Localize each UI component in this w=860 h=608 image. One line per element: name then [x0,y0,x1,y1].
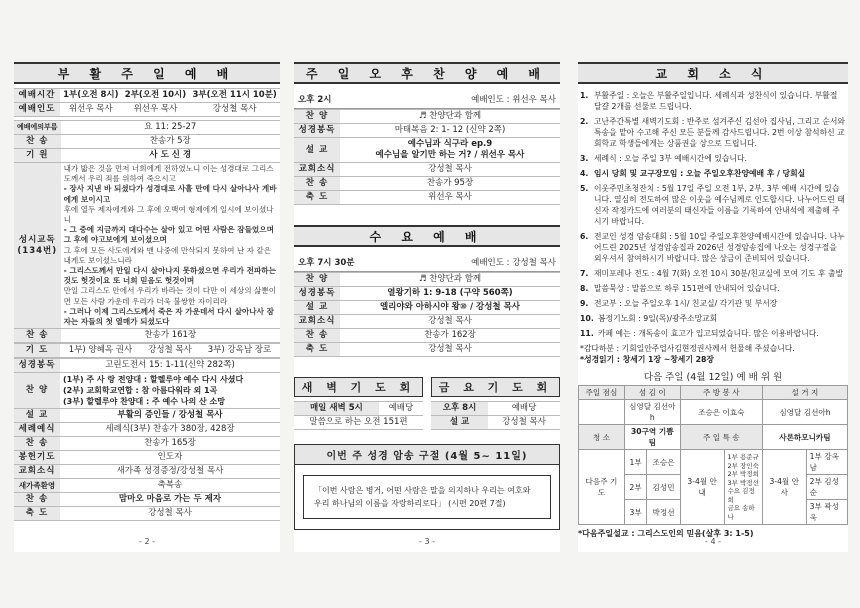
usher-part: 3부 [809,502,822,511]
bulletin-page-4 [578,62,848,552]
friday-prayer [431,377,560,430]
reading-line: - 그 중에 지금까지 대다수는 살아 있고 어떤 사람은 잠들었으며 그 후에 야고보에게 보이셨으며 [63,225,274,245]
usher-cell [806,500,847,525]
news-item [580,90,846,112]
page-number: - 3 - [419,537,435,546]
order-value: 인도자 [60,451,280,465]
duty-cell: 심영달 김선아h [624,400,680,425]
order-label: 축 도 [14,507,60,521]
duty-head: 섬 김 이 [624,386,680,400]
news-text: 재미포레나 전도 : 4월 7(화) 오전 10시 30분/친교실에 모여 기도 후 출발 [594,269,844,278]
leader-1: 위선우 목사 [60,103,122,117]
friday-title: 금 요 기 도 회 [431,377,560,397]
time-label: 예배시간 [14,89,60,103]
order-value: 마태복음 2: 1- 12 (신약 2쪽) [340,124,560,138]
wednesday-table [294,272,560,357]
news-num: 2. [580,117,589,126]
dawn-time: 매일 새벽 5시 [294,402,379,416]
reading-note: *성경읽기 : 창세기 1장 ~창세기 28장 [580,355,714,364]
dawn-note: 말씀으로 하는 오전 151편 [294,416,423,430]
order-value: 요 11: 25-27 [61,121,280,135]
afternoon-table [294,109,560,205]
duty-sub: 주 일 특 송 [680,425,762,450]
news-item [580,168,846,179]
guide-name: 1부 용준규 [727,453,759,461]
order-value: 새가족 성경증정/강성철 목사 [60,465,280,479]
choir-line: (3부) 할렐루야 찬양대 : 주 예수 나의 산 소망 [63,397,226,407]
order-label: 찬 송 [14,329,61,343]
reading-line: 후에 열두 제자에게와 그 후에 오백여 형제에게 일시에 보이셨나니 [63,204,274,225]
duty-head: 주일 점심 [579,386,625,400]
order-label: 설 교 [294,301,340,315]
verse-box [294,444,560,530]
guide-name: 수요 김정희 [727,487,755,504]
order-label: 찬 송 [294,329,340,343]
news-num: 1. [580,91,589,100]
sermon-label: 설 교 [14,409,60,423]
guide-name: 2부 장인숙 [727,461,759,470]
guide-label: 3-4월 안 내 [680,450,724,525]
duty-name: 조승은 [647,450,680,475]
reading-line: - 그러나 이제 그리스도께서 죽은 자 가운데서 다시 살아나사 잠자는 자들의 첫 열매가 되셨도다 [63,306,274,327]
news-num: 4. [580,169,589,178]
order-label: 찬 양 [294,110,340,124]
order-label: 새가족환영 [14,479,60,493]
order-value: 강성철 목사 [340,343,560,357]
prayer-meetings [294,377,560,430]
news-list [578,84,848,365]
prayer-1: 1부) 양혜옥 권사 [60,344,141,358]
news-text: 카페 예는 : 개독송이 효고가 입고되었습니다. 많은 이용바랍니다. [598,329,819,338]
sermon-title: 예수님을 알기만 하는 거? / 위선우 목사 [375,150,525,160]
duty-sub: 청 소 [579,425,625,450]
order-label: 성경봉독 [294,287,340,301]
order-label: 찬 양 [294,273,340,287]
duty-name: 박정선 [647,500,680,525]
dawn-place: 예배당 [379,402,423,416]
duty-cell: 심영달 김선아h [762,400,847,425]
news-item [580,328,846,339]
scripture: 고린도전서 15: 1-11(신약 282쪽) [60,359,280,373]
order-label: 교회소식 [294,163,340,177]
duty-name: 김성민 [647,475,680,500]
duty-part: 2부 [624,475,646,500]
news-num: 5. [580,184,589,193]
wednesday-time: 오후 7시 30분 [298,258,355,268]
leader-label: 예배인도 [14,103,60,117]
reading-line: 그 후에 모든 사도에게와 맨 나중에 만삭되지 못하여 난 자 같은 내게도 보이셨느니라 [63,245,272,265]
reading-line: - 그리스도께서 만일 다시 살아나지 못하셨으면 우리가 전파하는 것도 헛것이요 또 너희 믿음도 헛것이며 [63,266,276,286]
news-text: 세례식 : 오늘 주일 3부 예배시간에 있습니다. [594,154,747,163]
news-text: 전교부 : 오늘 주일오후 1시/ 친교실/ 각기관 및 부서장 [594,299,778,308]
scripture-label: 성경봉독 [14,359,60,373]
friday-time: 오후 8시 [431,402,488,416]
usher-cell [806,450,847,475]
guide-name: 3부 박정선 [727,478,759,487]
wednesday-header [294,253,560,272]
baptism: 세례식(3부) 찬송가 380장, 428장 [60,423,280,437]
usher-name: 김성순 [809,477,839,497]
choir-line: (2부) 교회학교연합 : 참 아름다워라 외 1곡 [63,386,218,396]
bulletin-page-2 [14,62,280,552]
responsive-reading [61,163,280,329]
order-label: 찬 송 [294,177,340,191]
dawn-title: 새 벽 기 도 회 [294,377,423,397]
guide-name: 금요 송하나 [727,504,755,521]
service-times-table [14,88,280,117]
news-text: 이웃주민초청잔치 : 5월 17일 주일 오전 1부, 2부, 3부 예배 시간에 있습니다. 열심히 전도하여 많은 이웃을 예수님께로 인도합시다. 나누어드린 태신자 작정카드에 여러분의 태신자들 이름을 기록하여 안내석에 제출해 주시기 바랍니다. [594,184,845,226]
usher-part: 1부 [809,452,822,461]
time-3: 3부(오전 11시 10분) [189,89,280,103]
guide-names [724,450,762,525]
sermon: 부활의 증인들 / 강성철 목사 [60,409,280,423]
time-2: 2부(오전 10시) [122,89,190,103]
news-text: 말씀묵상 : 말씀으로 하루 151편에 안내되어 있습니다. [594,284,780,293]
order-value: 사 도 신 경 [61,149,280,163]
sermon-series: 예수님과 식구라 ep.9 [407,139,493,149]
empty-cell [579,400,625,425]
friday-sermon-label: 설 교 [431,416,488,430]
order-label: 교회소식 [294,315,340,329]
thanks-note: *감다하분 : 기회일안주업사김현정권사께서 헌물해 주셨습니다. [580,344,795,353]
leader-2: 위선우 목사 [122,103,190,117]
news-item [580,153,846,164]
wednesday-leader: 예배인도 : 강성철 목사 [471,258,556,268]
order-value: 찬송가 5장 [61,135,280,149]
afternoon-leader: 예배인도 : 위선우 목사 [471,95,556,105]
order-label: 교회소식 [14,465,60,479]
prayer-2: 강성철 목사 [141,344,199,358]
next-sermon: *다음주일설교 : 그리스도인의 믿음(살후 3: 1-5) [578,529,754,538]
prayer-label: 기 도 [14,344,60,358]
news-num: 6. [580,232,589,241]
duty-cell: 조승은 이효숙 [680,400,762,425]
news-num: 3. [580,154,589,163]
friday-table [431,401,560,430]
duty-sub: 30구역 기쁨팀 [624,425,680,450]
choir-label: 찬 양 [14,373,60,409]
reading-line: - 장사 지낸 바 되셨다가 성경대로 사흘 만에 다시 살아나사 게바에게 보이시고 [63,184,277,204]
order-label: 찬 송 [14,493,60,507]
news-num: 9. [580,299,589,308]
usher-part: 2부 [809,477,822,486]
order-label: 설 교 [294,138,340,163]
time-1: 1부(오전 8시) [60,89,122,103]
news-item [580,231,846,264]
news-item [580,268,846,279]
news-item [580,283,846,294]
order-value: 강성철 목사 [340,163,560,177]
order-value: 위선우 목사 [340,191,560,205]
guide-name: 2부 박정희 [727,470,759,478]
order-table-bottom [14,358,280,521]
news-num: 10. [580,314,594,323]
news-item [580,116,846,149]
news-text: 전교인 성경 암송대회 : 5월 10일 주일오후찬양예배시간에 있습니다. 나누어드린 2025년 성경암송집과 2026년 성경암송집에 나오는 성경구절을 외우셔서 참여하시기 바랍니다. 많은 상금이 준비되어 있습니다. [594,232,845,263]
friday-place: 예배당 [488,402,560,416]
page-number: - 4 - [705,537,721,546]
memory-verse: 「이번 사람은 병거, 어떤 사람은 말을 의지하나 우리는 여호와 우리 하나님의 이름을 자랑하리로다」 (시편 20편 7절) [303,475,551,519]
prayer-3: 3부) 강옥남 장로 [199,344,280,358]
order-value: ♬ 찬양단과 함께 [340,110,560,124]
order-value: 맘마오 마음로 가는 두 제자 [60,493,280,507]
news-num: 7. [580,269,589,278]
order-label: 축 도 [294,191,340,205]
wednesday-service-title: 수 요 예 배 [294,225,560,247]
order-label: 예배에의부름 [14,121,61,135]
page-number: - 2 - [139,537,155,546]
news-item [580,183,846,227]
news-item [580,298,846,309]
responsive-reading-label [14,163,61,329]
responsive-num: (134번) [17,245,58,256]
order-label: 성경봉독 [294,124,340,138]
news-num: 8. [580,284,589,293]
order-value: 축복송 [60,479,280,493]
duty-sub: 사론하모니카팀 [762,425,847,450]
order-value: 찬송가 95장 [340,177,560,191]
responsive-label: 성시교독 [18,234,56,245]
leader-3: 강성철 목사 [189,103,280,117]
duty-part: 1부 [624,450,646,475]
order-value: 찬송가 165장 [60,437,280,451]
duty-part: 3부 [624,500,646,525]
duty-head: 주 방 봉 사 [680,386,762,400]
reading-line: 만일 그리스도 안에서 우리가 바라는 것이 다만 이 세상의 삶뿐이면 모든 사람 가운데 우리가 더욱 불쌍한 자이리라 [63,286,277,306]
order-value: 찬송가 162장 [340,329,560,343]
afternoon-header [294,90,560,109]
reading-line: 내가 밟은 것을 먼저 너희에게 전하였노니 이는 성경대로 그리스도께서 우리 죄를 위하여 죽으시고 [63,164,274,184]
news-text: 부활주일 : 오늘은 부활주일입니다. 세례식과 성찬식이 있습니다. 부활절 달걀 2개를 선물로 드립니다. [594,91,838,111]
order-value: 강성철 목사 [60,507,280,521]
choir-line: (1부) 주 사 랑 전양대 : 할렐루야 예수 다시 사셨다 [63,375,244,385]
dawn-table [294,401,423,430]
news-num: 11. [580,329,594,338]
order-label: 축 도 [294,343,340,357]
bulletin-page-3 [294,62,560,552]
news-item [580,313,846,324]
choir-list [60,373,280,409]
duty-head: 설 거 지 [762,386,847,400]
news-text: 고난주간특별 새벽기도회 : 반주로 섬겨주신 김선아 집사님, 그리고 순서와 특송을 맡아 수고해 주신 모든 분들께 감사드립니다. 2번 이상 참석하신 교회학교 학생들에게는 상품권을 상으로 드립니다. [594,117,845,148]
order-table-top [14,120,280,343]
easter-service-title: 부 활 주 일 예 배 [14,62,280,84]
order-label: 기 원 [14,149,61,163]
afternoon-time: 오후 2시 [298,95,332,105]
order-value: 강성철 목사 [340,315,560,329]
order-value: ♬ 찬양단과 함께 [340,273,560,287]
usher-label: 3-4월 안 사 [762,450,806,525]
news-text: 봄정기노회 : 9일(목)/광주소망교회 [598,314,718,323]
baptism-label: 세례예식 [14,423,60,437]
usher-name: 강옥남 [809,452,839,472]
friday-sermon: 강성철 목사 [488,416,560,430]
hymn-2: 찬송가 161장 [61,329,280,343]
news-text: 임시 당회 및 교구장모임 : 오늘 주일오후찬양예배 후 / 당회실 [594,169,806,178]
order-label: 찬 송 [14,135,61,149]
usher-cell [806,475,847,500]
church-news-title: 교 회 소 식 [578,62,848,84]
verse-title: 이번 주 성경 암송 구절 (4월 5~ 11일) [295,445,559,465]
afternoon-sermon [340,138,560,163]
duty-title: 다음 주일 (4월 12일) 예 배 위 원 [643,372,783,383]
order-label: 찬 송 [14,437,60,451]
order-label: 봉헌기도 [14,451,60,465]
usher-name: 곽성욱 [809,502,839,522]
afternoon-service-title: 주 일 오 후 찬 양 예 배 [294,62,560,84]
prayer-table [14,343,280,358]
dawn-prayer [294,377,423,430]
prayer-duty-label: 다음주 기 도 [579,450,625,525]
order-value: 열왕기하 1: 9-18 (구약 560쪽) [340,287,560,301]
order-value: 엘리야와 아하시야 왕⑩ / 강성철 목사 [340,301,560,315]
duty-table [578,385,848,525]
